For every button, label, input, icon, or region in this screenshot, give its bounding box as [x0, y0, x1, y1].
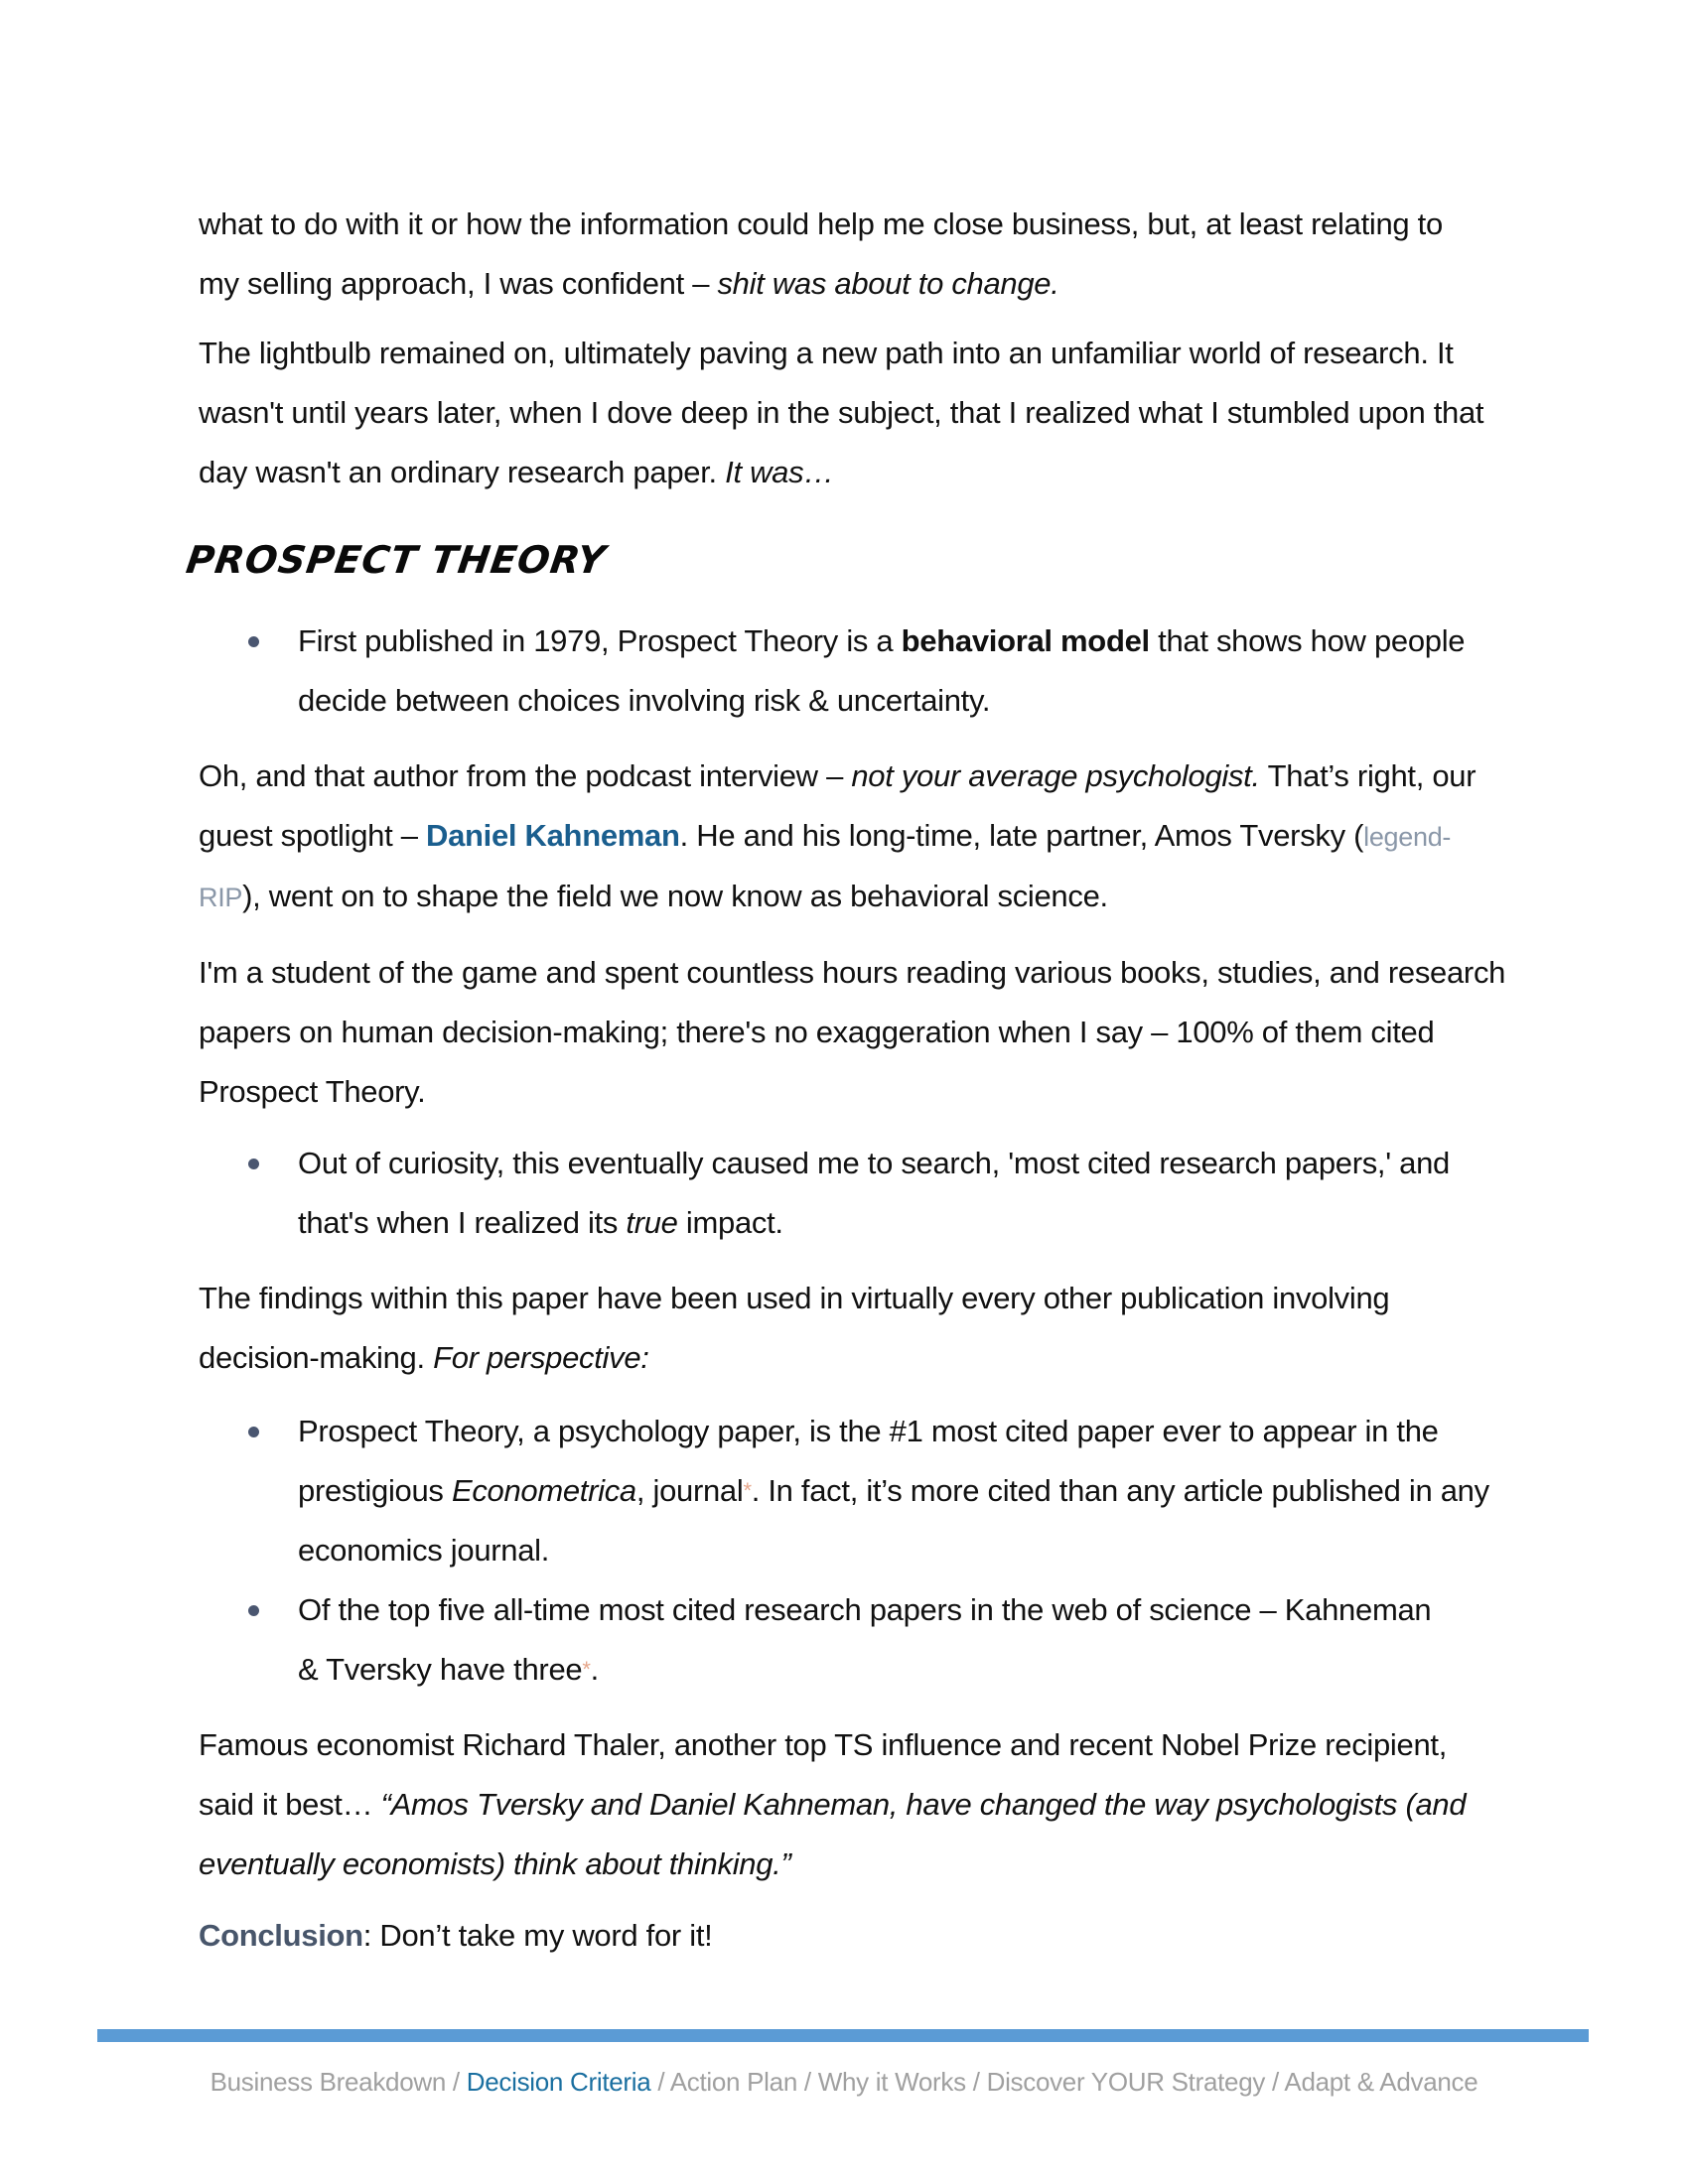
separator: / — [650, 2067, 670, 2097]
paren: ( — [1353, 818, 1364, 853]
paragraph-findings — [199, 1269, 1430, 1388]
list-item — [199, 1134, 1450, 1253]
paragraph-text: The findings within this paper have been used in virtually every other publication involving decision-making. — [199, 1281, 1390, 1375]
bold-phrase: behavioral model — [901, 623, 1150, 658]
paragraph-text: That’s right, our guest spotlight – — [199, 758, 1477, 853]
italic-phrase: For perspective: — [433, 1340, 649, 1375]
paragraph-lightbulb — [199, 324, 1519, 502]
separator: / — [965, 2067, 987, 2097]
conclusion — [199, 1906, 1529, 1966]
paragraph-text: . He and his long-time, late partner, Amos Tversky — [679, 818, 1354, 853]
separator: / — [796, 2067, 818, 2097]
section-heading: PROSPECT THEORY — [183, 538, 609, 582]
list-item-text: . — [590, 1652, 599, 1687]
paragraph-text: I'm a student of the game and spent countless hours reading various books, studies, and research papers on human decision-making; there's no exaggeration when I say – 100% of them cited Prospect Theory. — [199, 955, 1506, 1109]
list-item-text: Prospect Theory, a psychology paper, is the #1 most cited paper ever to appear in the prestigious — [298, 1414, 1439, 1508]
paragraph-intro — [199, 195, 1489, 314]
conclusion-text: : Don’t take my word for it! — [362, 1918, 713, 1953]
footer-divider — [97, 2029, 1589, 2042]
paragraph-text: The lightbulb remained on, ultimately paving a new path into an unfamiliar world of research. It wasn't until years later, when I dove deep in the subject, that I realized what I stumbled upon that day wasn't an ordinary research paper. — [199, 336, 1484, 489]
kahneman-link[interactable]: Daniel Kahneman — [425, 818, 680, 853]
nav-decision-criteria[interactable]: Decision Criteria — [466, 2067, 651, 2097]
list-item — [199, 1402, 1549, 1580]
italic-phrase: not your average psychologist. — [851, 758, 1260, 793]
nav-adapt-advance[interactable]: Adapt & Advance — [1284, 2067, 1478, 2097]
nav-business-breakdown[interactable]: Business Breakdown — [210, 2067, 446, 2097]
footnote-asterisk[interactable]: * — [743, 1478, 752, 1503]
list-item-text: First published in 1979, Prospect Theory is a — [298, 623, 902, 658]
list-item-text: , journal — [635, 1473, 744, 1508]
list-item-text: . In fact, it’s more cited than any article published in any economics journal. — [298, 1473, 1489, 1568]
nav-discover-your-strategy[interactable]: Discover YOUR Strategy — [986, 2067, 1266, 2097]
bullet-icon — [248, 1159, 259, 1169]
nav-why-it-works[interactable]: Why it Works — [817, 2067, 966, 2097]
nav-action-plan[interactable]: Action Plan — [669, 2067, 797, 2097]
separator: / — [446, 2067, 467, 2097]
separator: / — [1265, 2067, 1285, 2097]
bullet-list-1 — [199, 612, 1529, 731]
paragraph-text: Famous economist Richard Thaler, another top TS influence and recent Nobel Prize recipient, said it best… — [199, 1727, 1448, 1822]
bullet-icon — [248, 1605, 259, 1616]
paren: ) — [242, 879, 253, 913]
list-item — [199, 612, 1529, 731]
bullet-icon — [248, 1427, 259, 1437]
paragraph-student — [199, 943, 1529, 1122]
quote: “Amos Tversky and Daniel Kahneman, have changed the way psychologists (and eventually economists) think about thinking.” — [199, 1787, 1467, 1881]
italic-phrase: shit was about to change. — [717, 266, 1059, 301]
footnote-asterisk[interactable]: * — [582, 1657, 591, 1682]
italic-phrase: It was… — [725, 455, 835, 489]
paragraph-thaler — [199, 1715, 1479, 1894]
list-item-text: Of the top five all-time most cited research papers in the web of science – Kahneman & Tversky have three — [298, 1592, 1432, 1687]
paragraph-text: what to do with it or how the information could help me close business, but, at least relating to my selling approach, I was confident – — [199, 206, 1443, 301]
bullet-list-2 — [199, 1134, 1450, 1253]
bullet-icon — [248, 636, 259, 647]
list-item-text: that shows how people decide between choices involving risk & uncertainty. — [298, 623, 1466, 718]
bullet-list-3 — [199, 1402, 1549, 1700]
footer-breadcrumb-nav — [0, 2067, 1688, 2098]
conclusion-label: Conclusion — [199, 1918, 363, 1953]
aside-note: legend- RIP — [199, 822, 1452, 912]
italic-phrase: Econometrica — [451, 1473, 636, 1508]
list-item-text: impact. — [677, 1205, 783, 1240]
paragraph-text: , went on to shape the field we now know as behavioral science. — [252, 879, 1108, 913]
list-item — [199, 1580, 1440, 1700]
italic-phrase: true — [626, 1205, 678, 1240]
list-item-text: Out of curiosity, this eventually caused me to search, 'most cited research papers,' and that's when I realized its — [298, 1146, 1450, 1240]
paragraph-text: Oh, and that author from the podcast interview – — [199, 758, 852, 793]
paragraph-author — [199, 747, 1519, 927]
